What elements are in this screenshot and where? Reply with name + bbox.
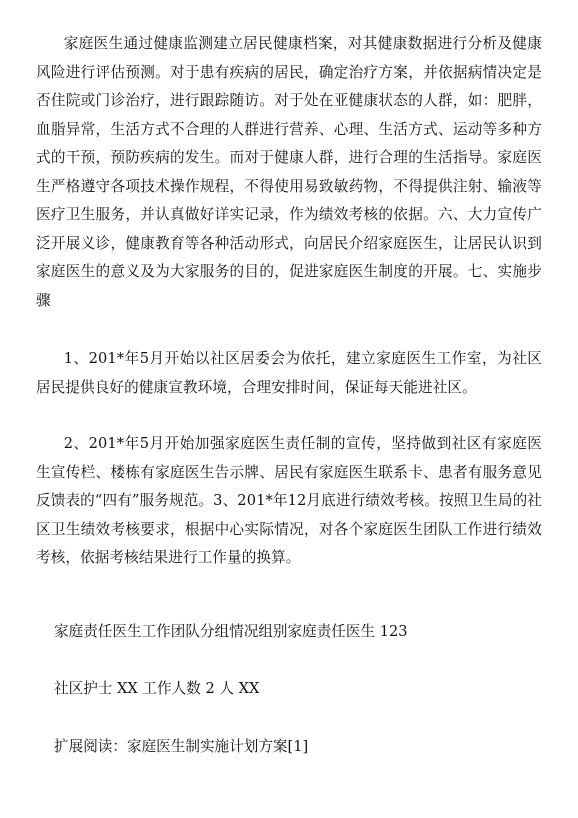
extended-reading-line: 扩展阅读：家庭医生制实施计划方案[1] xyxy=(54,738,309,755)
nurse-staff-line: 社区护士 XX 工作人数 2 人 XX xyxy=(54,680,260,697)
team-grouping-line: 家庭责任医生工作团队分组情况组别家庭责任医生 123 xyxy=(54,623,408,640)
paragraph-step-2-3: 2、201*年5月开始加强家庭医生责任制的宣传，坚持做到社区有家庭医生宣传栏、楼栋有家庭医生告示牌、居民有家庭医生联系卡、患者有服务意见反馈表的“四有”服务规范。3、201*年12月底进行绩效考核。按照卫生局的社区卫生绩效考核要求，根据中心实际情况，对各个家庭医生团队工作进行绩效考核，依据考核结果进行工作量的换算。 xyxy=(36,435,542,566)
paragraph-family-doctor-services: 家庭医生通过健康监测建立居民健康档案，对其健康数据进行分析及健康风险进行评估预测。对于患有疾病的居民，确定治疗方案，并依据病情决定是否住院或门诊治疗，进行跟踪随访。对于处在亚健康状态的人群，如：肥胖，血脂异常，生活方式不合理的人群进行营养、心理、生活方式、运动等多种方式的干预，预防疾病的发生。而对于健康人群，进行合理的生活指导。家庭医生严格遵守各项技术操作规程，不得使用易致敏药物，不得提供注射、输液等医疗卫生服务，并认真做好详实记录，作为绩效考核的依据。六、大力宣传广泛开展义诊，健康教育等各种活动形式，向居民介绍家庭医生，让居民认识到家庭医生的意义及为大家服务的目的，促进家庭医生制度的开展。七、实施步骤 xyxy=(36,35,542,309)
paragraph-step-1: 1、201*年5月开始以社区居委会为依托，建立家庭医生工作室，为社区居民提供良好的健康宣教环境，合理安排时间，保证每天能进社区。 xyxy=(36,350,542,396)
